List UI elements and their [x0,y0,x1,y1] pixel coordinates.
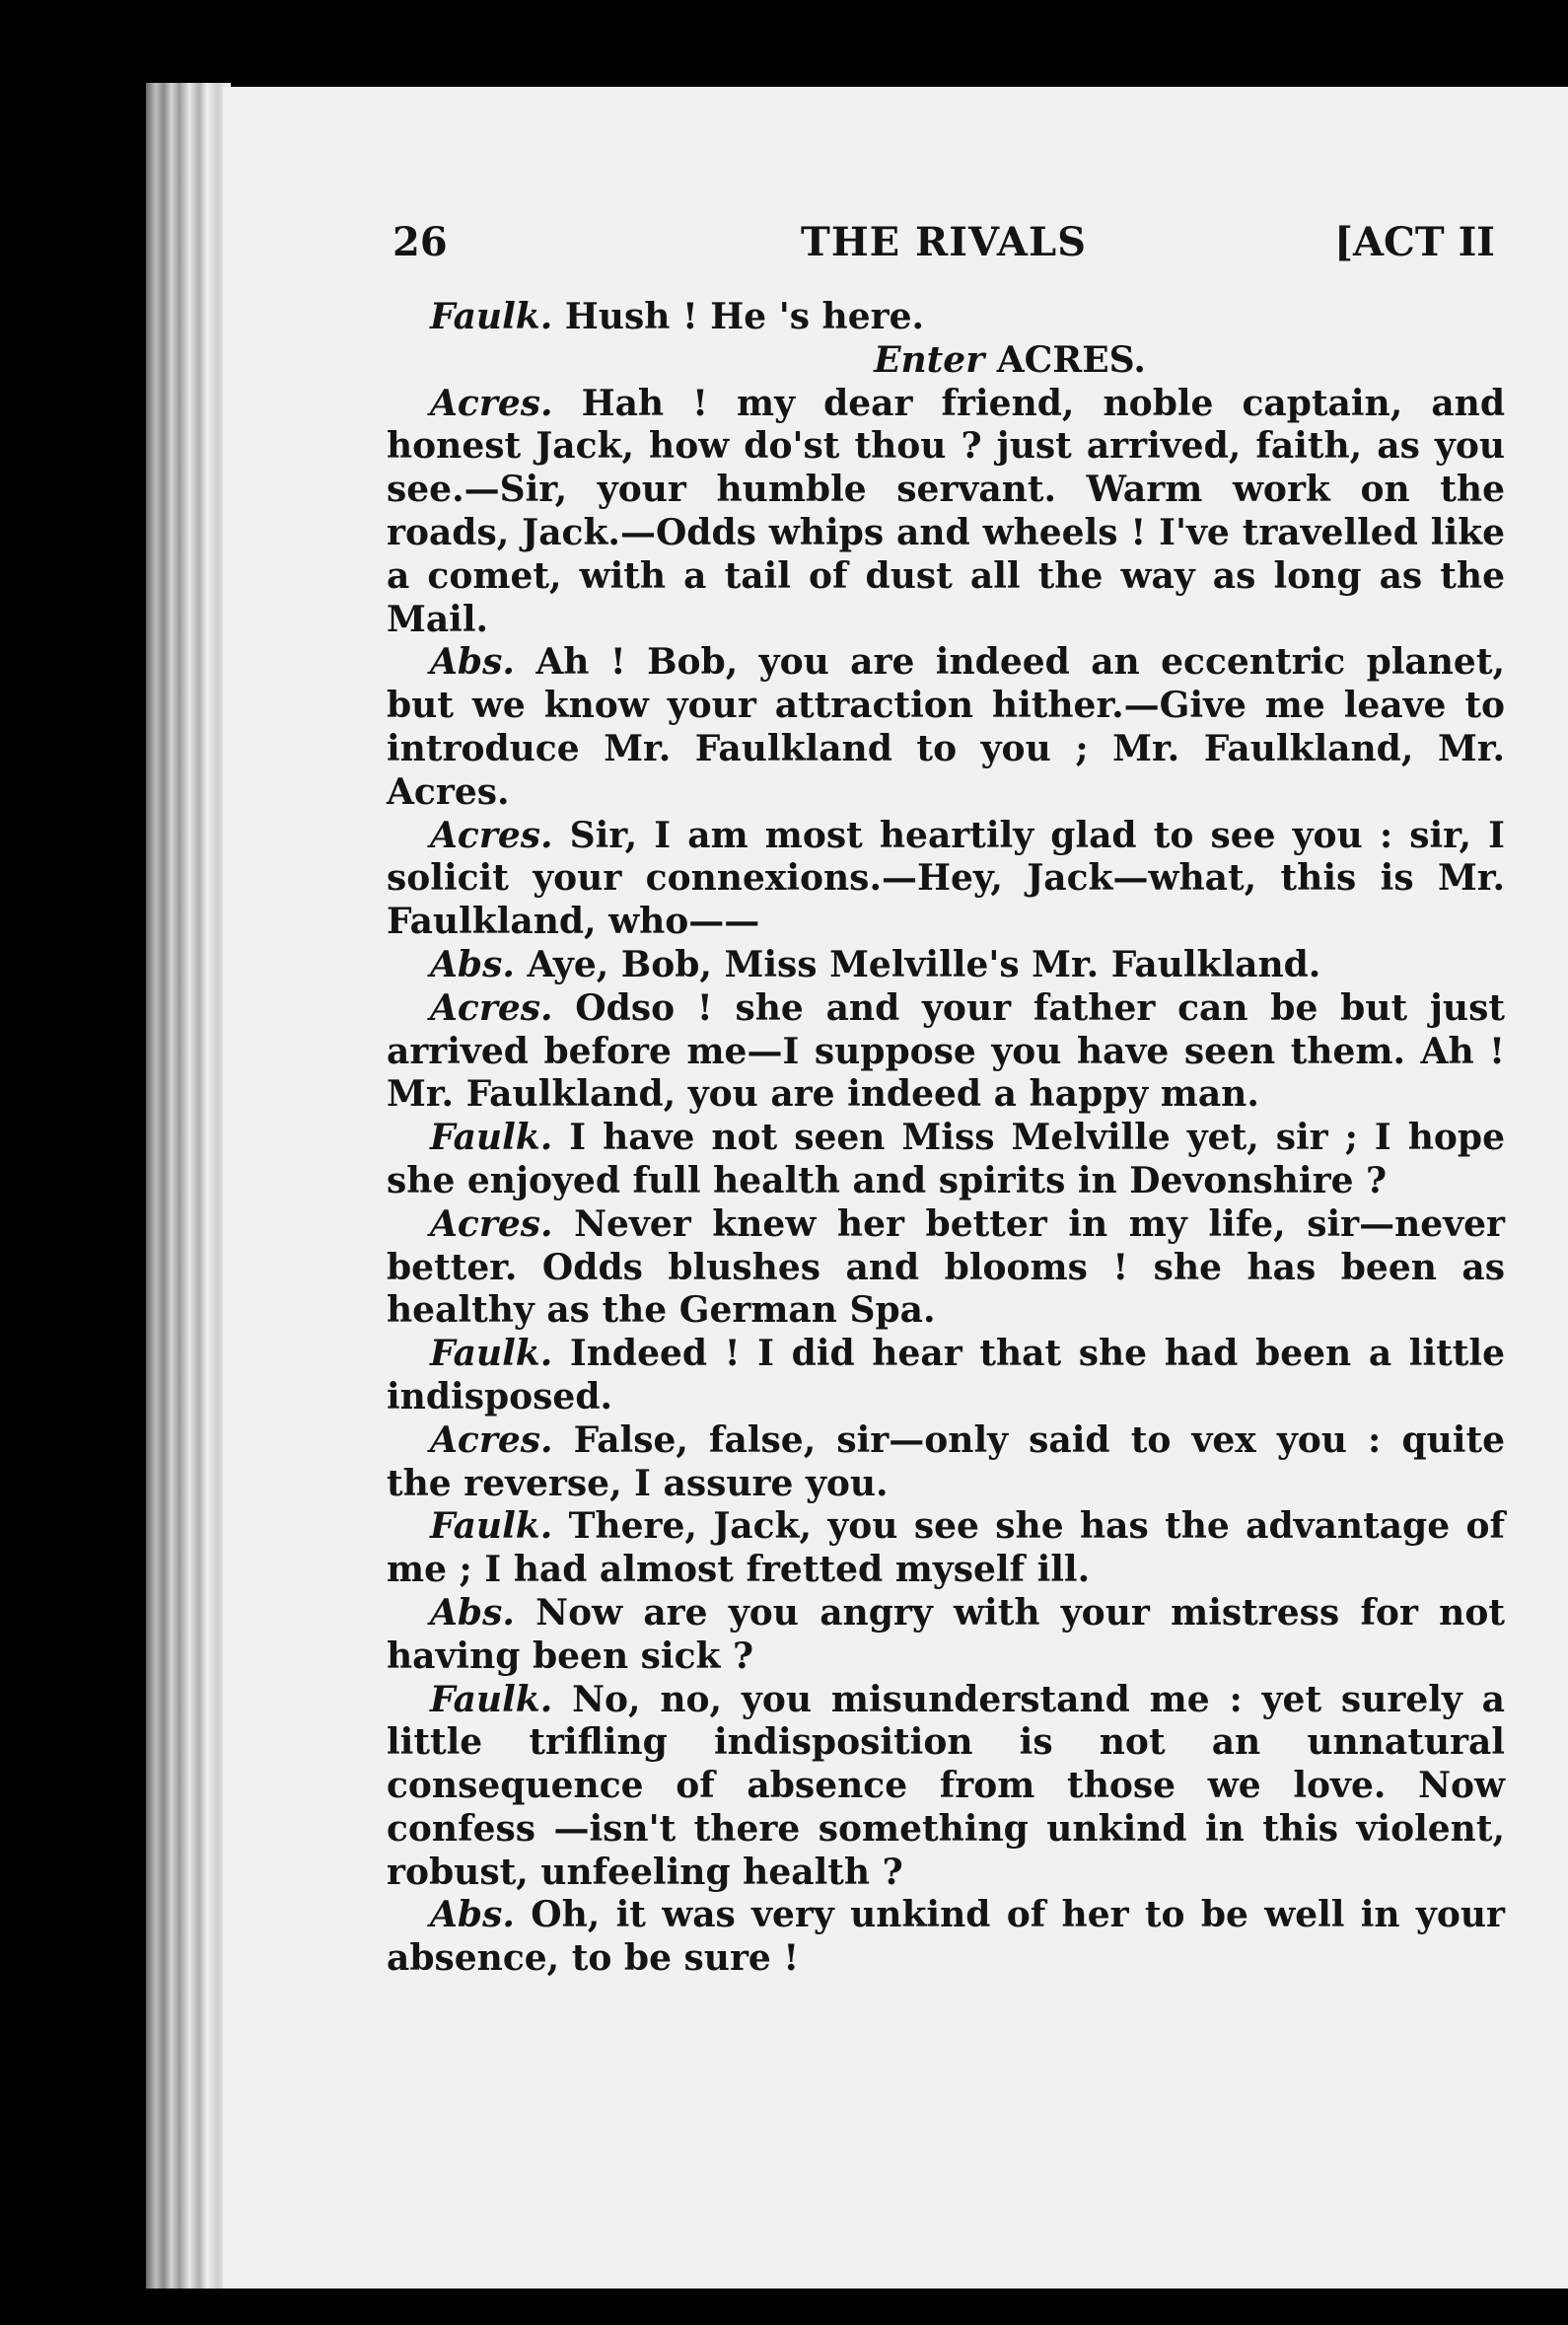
speaker-name: Abs. [430,1894,515,1936]
speech-faulk [387,1679,1505,1895]
speech-text: Sir, I am most heartily glad to see you : sir, I solicit your connexions.—Hey, Jack—what, this is Mr. Faulkland, who—— [387,814,1505,943]
speech-acres [387,987,1505,1117]
speaker-name: Faulk. [430,296,553,337]
speech-text: Ah ! Bob, you are indeed an eccentric planet, but we know your attraction hither.—Give me leave to introduce Mr. Faulkland to you ; Mr. Faulkland, Mr. Acres. [387,641,1505,813]
speech-faulk [387,1117,1505,1203]
speaker-name: Faulk. [430,1333,553,1375]
speech-abs [387,1894,1505,1981]
speech-acres [387,1419,1505,1506]
speaker-name: Acres. [430,1202,553,1245]
speech-text: Hah ! my dear friend, noble captain, and honest Jack, how do'st thou ? just arrived, faith, as you see.—Sir, your humble servant. Warm work on the roads, Jack.—Odds whips and wheels ! I've travelled like a comet, with a tail of dust all the way as long as the Mail. [387,382,1505,640]
speech-text: Never knew her better in my life, sir—never better. Odds blushes and blooms ! she has been as healthy as the German Spa. [387,1202,1505,1332]
speech-text: There, Jack, you see she has the advantage of me ; I had almost fretted myself ill. [387,1505,1505,1591]
speaker-name: Acres. [430,382,553,424]
speaker-name: Acres. [430,814,553,856]
speech-acres [387,1203,1505,1333]
speaker-name: Acres. [430,986,553,1029]
book-title: THE RIVALS [801,219,1087,265]
speech-text: I have not seen Miss Melville yet, sir ; I hope she enjoyed full health and spirits in Devonshire ? [387,1117,1505,1201]
speech-abs [387,641,1505,814]
speech-text: Oh, it was very unkind of her to be well in your absence, to be sure ! [387,1894,1505,1980]
speech-text: No, no, you misunderstand me : yet surely a little trifling indisposition is not an unnatural consequence of absence from those we love. Now confess —isn't there something unkind in this violent, robust, unfeeling health ? [387,1678,1505,1893]
speech-abs [387,944,1505,987]
speech-text: Odso ! she and your father can be but just arrived before me—I suppose you have seen them. Ah ! Mr. Faulkland, you are indeed a happy man. [387,986,1505,1116]
speech-acres [387,815,1505,944]
speaker-name: Faulk. [430,1678,553,1720]
page-number: 26 [392,219,448,265]
speaker-name: Acres. [430,1418,553,1461]
speaker-name: Faulk. [430,1505,553,1548]
speech-faulk [387,1505,1505,1592]
book-spine-edge [146,83,231,2289]
speaker-name: Abs. [430,1591,515,1634]
speech-text: False, false, sir—only said to vex you : quite the reverse, I assure you. [387,1418,1505,1504]
stage-direction [387,339,1505,383]
speech-abs [387,1592,1505,1679]
stage-enter: Enter [874,338,985,381]
speaker-name: Faulk. [430,1117,553,1159]
speech-text: Hush ! He 's here. [552,296,925,337]
speech-acres [387,383,1505,642]
stage-character: ACRES. [984,338,1146,381]
running-head [392,219,1495,278]
play-text [387,296,1505,1981]
act-label: [ACT II [1334,219,1495,265]
speech-faulk [387,1333,1505,1419]
speech-text: Indeed ! I did hear that she had been a little indisposed. [387,1333,1505,1417]
speech-text: Aye, Bob, Miss Melville's Mr. Faulkland. [514,943,1321,985]
speaker-name: Abs. [430,641,515,684]
speech-faulk [387,296,1505,339]
page [223,87,1568,2289]
speaker-name: Abs. [430,943,515,985]
speech-text: Now are you angry with your mistress for not having been sick ? [387,1591,1505,1677]
